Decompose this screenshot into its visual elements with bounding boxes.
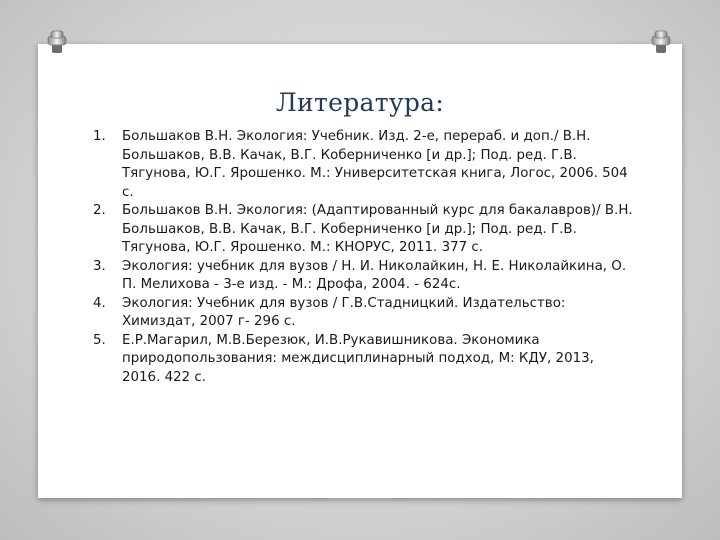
reference-item (93, 295, 633, 332)
reference-number: 1. (93, 129, 106, 144)
thumbtack-icon (46, 30, 68, 54)
reference-item (93, 332, 633, 388)
reference-item (93, 202, 633, 258)
reference-number: 3. (93, 258, 106, 274)
reference-list (93, 128, 633, 387)
reference-text: Е.Р.Магарил, М.В.Березюк, И.В.Рукавишникова. Экономика природопользования: междисциплинарный подход, М: КДУ, 2013, 2016. 422 с. (122, 332, 594, 385)
reference-number: 4. (93, 295, 106, 311)
slide-title: Литература: (275, 88, 445, 117)
reference-text: Большаков В.Н. Экология: Учебник. Изд. 2-е, перераб. и доп./ В.Н. Большаков, В.В. Качак, В.Г. Коберниченко [и др.]; Под. ред. Г.В. Тягунова, Ю.Г. Ярошенко. М.: Университетская книга, Логос, 2006. 504 с. (122, 129, 628, 200)
reference-item (93, 128, 633, 202)
reference-text: Экология: учебник для вузов / Н. И. Николайкин, Н. Е. Николайкина, О. П. Мелихова - 3-е изд. - М.: Дрофа, 2004. - 624с. (122, 258, 627, 292)
reference-text: Экология: Учебник для вузов / Г.В.Стадницкий. Издательство: Химиздат, 2007 г- 296 с. (122, 295, 566, 329)
reference-number: 5. (93, 332, 106, 348)
reference-number: 2. (93, 203, 106, 218)
reference-item (93, 258, 633, 295)
thumbtack-icon (650, 30, 672, 54)
reference-text: Большаков В.Н. Экология: (Адаптированный курс для бакалавров)/ В.Н. Большаков, В.В. Качак, В.Г. Коберниченко [и др.]; Под. ред. Г.В. Тягунова, Ю.Г. Ярошенко. М.: КНОРУС, 2011. 377 с. (122, 203, 633, 255)
